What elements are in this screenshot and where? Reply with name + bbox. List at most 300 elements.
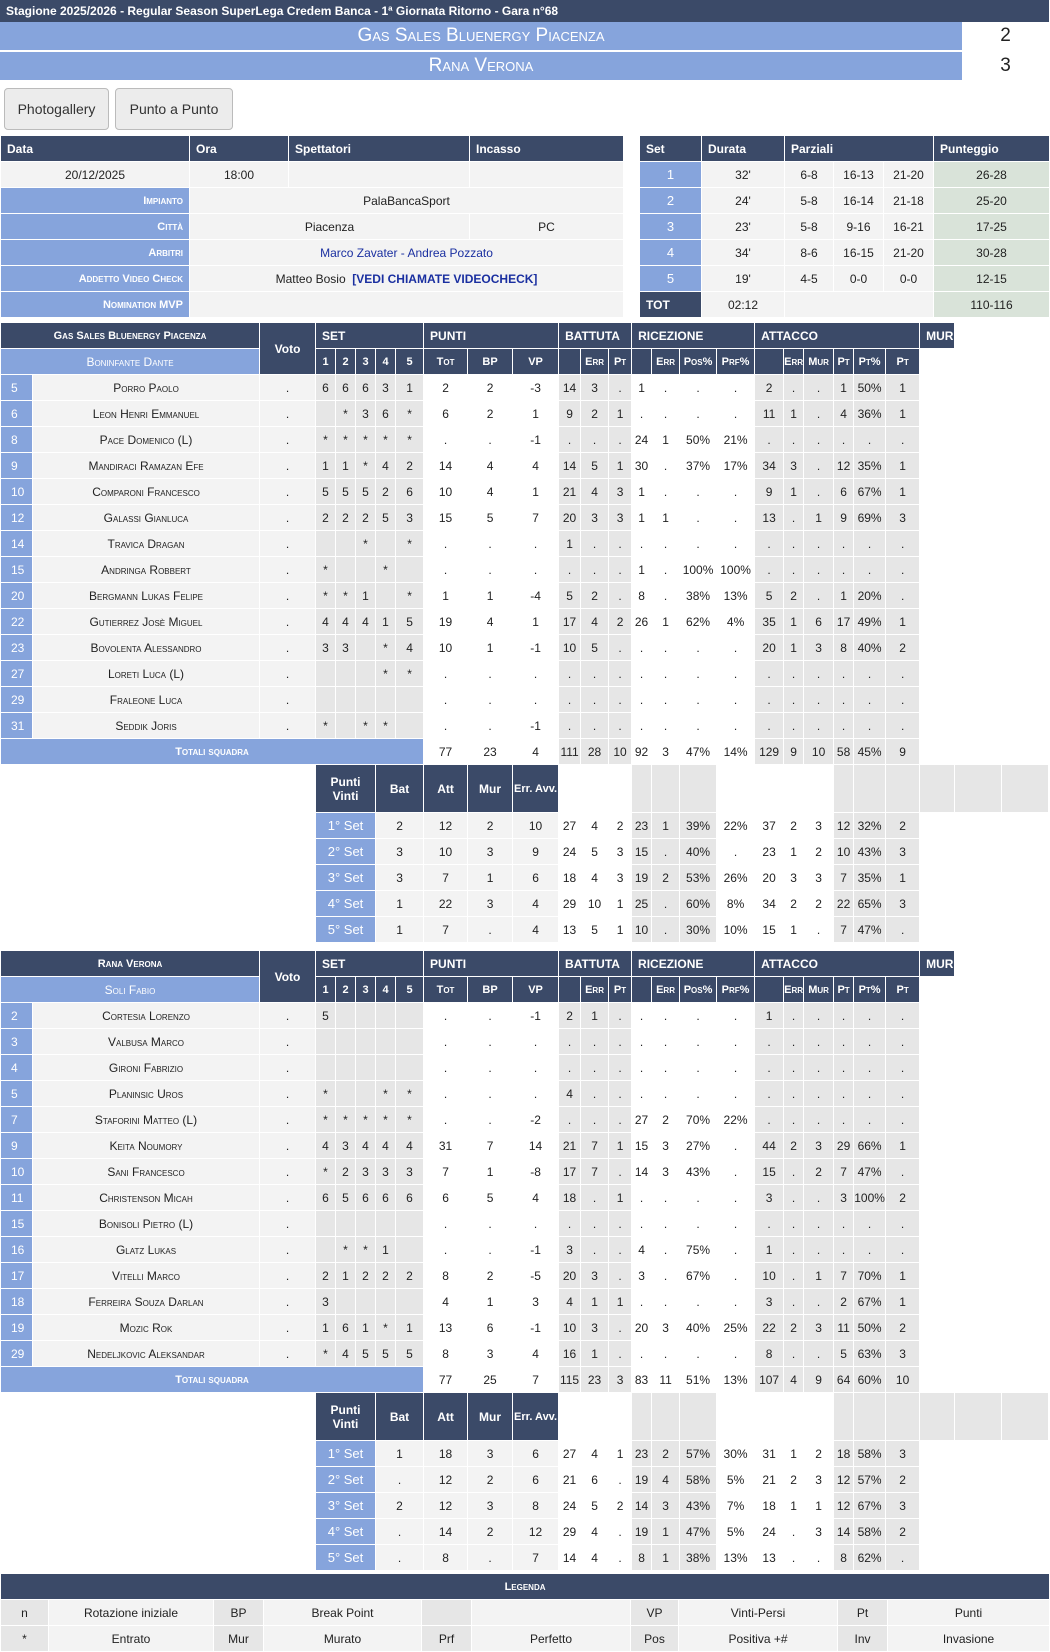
set-stat: 29 xyxy=(559,891,581,917)
set-stat: 2 xyxy=(784,1467,804,1493)
player-stat: 1 xyxy=(424,583,468,609)
arbitro-1-link[interactable]: Marco Zavater xyxy=(320,245,398,260)
player-stat: 3 xyxy=(336,1133,356,1159)
mvp-label: Nomination MVP xyxy=(1,292,190,318)
player-row[interactable] xyxy=(1,1237,1049,1263)
player-stat: 11 xyxy=(834,1315,854,1341)
player-row[interactable] xyxy=(1,401,1049,427)
player-stat: 2 xyxy=(834,1289,854,1315)
col-sub-header: Err xyxy=(784,977,804,1003)
player-stat: . xyxy=(468,687,513,713)
player-stat: . xyxy=(609,1341,632,1367)
away-team-score: 3 xyxy=(1000,55,1011,76)
player-stat: . xyxy=(559,1107,581,1133)
set-err-avv: 9 xyxy=(513,839,559,865)
set-stat: 58% xyxy=(854,1441,886,1467)
player-stat: . xyxy=(652,557,680,583)
video-check-label: Addetto Video Check xyxy=(1,266,190,292)
player-stat: . xyxy=(755,531,784,557)
set-stat: 1 xyxy=(652,813,680,839)
col-sub-header: Mur xyxy=(804,977,834,1003)
player-stat: . xyxy=(804,1055,834,1081)
player-stat: . xyxy=(886,687,920,713)
player-stat: . xyxy=(784,505,804,531)
arbitri-label: Arbitri xyxy=(1,240,190,266)
player-stat: . xyxy=(717,1133,755,1159)
set-stat: 23 xyxy=(632,1441,652,1467)
player-name: Vitelli Marco xyxy=(33,1263,260,1289)
set-bat: 2 xyxy=(376,1493,424,1519)
spacer xyxy=(1,891,316,917)
col-set: SET xyxy=(316,951,424,977)
player-stat: * xyxy=(316,557,336,583)
team1-table xyxy=(0,322,1049,943)
player-name: Porro Paolo xyxy=(33,375,260,401)
stat-blank xyxy=(955,1393,1002,1441)
player-stat: . xyxy=(784,713,804,739)
set-stat: 3 xyxy=(609,839,632,865)
player-stat: . xyxy=(804,1211,834,1237)
col-sub-header xyxy=(559,977,581,1003)
set-stat: 34 xyxy=(755,891,784,917)
set-stat: . xyxy=(652,917,680,943)
col-sub-header: 4 xyxy=(376,977,396,1003)
player-stat: 5 xyxy=(356,479,376,505)
player-stat: . xyxy=(886,427,920,453)
player-stat: 3 xyxy=(804,1315,834,1341)
player-stat: 7 xyxy=(581,1159,609,1185)
player-stat: 7 xyxy=(581,1133,609,1159)
set-stat: 2 xyxy=(652,1441,680,1467)
set-stats-row xyxy=(1,1493,1049,1519)
player-voto: . xyxy=(260,401,316,427)
player-number: 16 xyxy=(1,1237,33,1263)
video-check-name: Matteo Bosio xyxy=(275,271,346,286)
player-stat: -2 xyxy=(513,1107,559,1133)
set-stat: 5 xyxy=(581,917,609,943)
player-stat: . xyxy=(755,1081,784,1107)
total-value: 64 xyxy=(834,1367,854,1393)
player-row[interactable] xyxy=(1,453,1049,479)
player-stat: . xyxy=(652,635,680,661)
player-name: Christenson Micah xyxy=(33,1185,260,1211)
player-row[interactable] xyxy=(1,1341,1049,1367)
set-stat: 14 xyxy=(559,1545,581,1571)
player-stat: * xyxy=(376,661,396,687)
player-row[interactable] xyxy=(1,1315,1049,1341)
player-name: Bovolenta Alessandro xyxy=(33,635,260,661)
player-number: 20 xyxy=(1,583,33,609)
total-value: 14% xyxy=(717,739,755,765)
player-stat: . xyxy=(424,687,468,713)
col-sub-header xyxy=(755,977,784,1003)
set-stat: 30% xyxy=(717,1441,755,1467)
player-stat: 1 xyxy=(784,609,804,635)
player-row[interactable] xyxy=(1,687,1049,713)
provincia-value: PC xyxy=(470,214,624,240)
col-sub-header: Pt xyxy=(886,977,920,1003)
col-ricezione: RICEZIONE xyxy=(632,323,755,349)
player-row[interactable] xyxy=(1,505,1049,531)
player-stat: * xyxy=(316,1341,336,1367)
player-voto: . xyxy=(260,1133,316,1159)
set-stat: 8% xyxy=(717,891,755,917)
player-stat: 6 xyxy=(356,375,376,401)
player-stat: 100% xyxy=(854,1185,886,1211)
player-stat: 3 xyxy=(316,1289,336,1315)
player-stat xyxy=(356,1289,376,1315)
player-stat: -1 xyxy=(513,635,559,661)
player-number: 10 xyxy=(1,479,33,505)
player-stat: . xyxy=(609,375,632,401)
player-stat: 50% xyxy=(854,375,886,401)
stat-blank xyxy=(632,1393,652,1441)
player-stat: 6 xyxy=(376,1185,396,1211)
punto-a-punto-button[interactable]: Punto a Punto xyxy=(115,88,233,130)
set-stat: 21 xyxy=(559,1467,581,1493)
player-name: Travica Dragan xyxy=(33,531,260,557)
player-stat: . xyxy=(804,1107,834,1133)
total-value: 10 xyxy=(804,739,834,765)
set-bat: . xyxy=(376,1519,424,1545)
player-voto: . xyxy=(260,1289,316,1315)
set-row xyxy=(640,162,1050,188)
set-stat: 13 xyxy=(755,1545,784,1571)
player-stat: . xyxy=(424,1029,468,1055)
player-stat: . xyxy=(784,1107,804,1133)
player-stat: 4 xyxy=(513,453,559,479)
player-stat: . xyxy=(784,1003,804,1029)
player-name: Bonisoli Pietro (L) xyxy=(33,1211,260,1237)
spacer xyxy=(1,1393,316,1441)
player-stat xyxy=(376,1003,396,1029)
player-stat: * xyxy=(396,531,424,557)
total-value: 10 xyxy=(609,739,632,765)
col-punti: PUNTI xyxy=(424,323,559,349)
total-value: 58 xyxy=(834,739,854,765)
set-label: 5° Set xyxy=(316,917,376,943)
set-mur: 2 xyxy=(468,1467,513,1493)
player-stat: . xyxy=(804,713,834,739)
col-durata: Durata xyxy=(702,136,785,162)
player-stat: . xyxy=(652,375,680,401)
partial-8: 6-8 xyxy=(785,162,834,188)
player-stat: 15 xyxy=(755,1159,784,1185)
player-stat: 22 xyxy=(755,1315,784,1341)
player-row[interactable] xyxy=(1,1211,1049,1237)
player-stat: . xyxy=(609,1211,632,1237)
player-row[interactable] xyxy=(1,1029,1049,1055)
player-stat: . xyxy=(468,1107,513,1133)
player-row[interactable] xyxy=(1,1159,1049,1185)
col-sub-header: Pt% xyxy=(854,349,886,375)
player-stat: 4 xyxy=(316,1133,336,1159)
player-stat: . xyxy=(424,531,468,557)
player-stat: . xyxy=(717,687,755,713)
col-spettatori: Spettatori xyxy=(289,136,470,162)
match-date: 20/12/2025 xyxy=(1,162,190,188)
player-stat: * xyxy=(376,635,396,661)
player-stat: 4 xyxy=(376,453,396,479)
player-row[interactable] xyxy=(1,713,1049,739)
player-name: Nedeljkovic Aleksandar xyxy=(33,1341,260,1367)
player-stat: 3 xyxy=(376,1159,396,1185)
player-stat: . xyxy=(652,713,680,739)
player-stat: . xyxy=(581,1237,609,1263)
player-number: 3 xyxy=(1,1029,33,1055)
player-stat: 1 xyxy=(804,505,834,531)
player-stat: 20 xyxy=(755,635,784,661)
total-value: 23 xyxy=(468,739,513,765)
partial-21: 0-0 xyxy=(884,266,934,292)
set-label: 3° Set xyxy=(316,1493,376,1519)
player-stat: . xyxy=(609,1159,632,1185)
player-stat: 3 xyxy=(609,505,632,531)
player-stat: 4 xyxy=(356,609,376,635)
player-stat: 6 xyxy=(396,1185,424,1211)
player-stat: 30 xyxy=(632,453,652,479)
player-stat: . xyxy=(652,401,680,427)
player-voto: . xyxy=(260,375,316,401)
player-stat: . xyxy=(834,687,854,713)
player-stat xyxy=(336,713,356,739)
col-set: SET xyxy=(316,323,424,349)
player-stat: 4 xyxy=(559,1081,581,1107)
set-stat: 7 xyxy=(834,917,854,943)
player-stat xyxy=(356,1003,376,1029)
player-row[interactable] xyxy=(1,557,1049,583)
player-stat: 1 xyxy=(784,479,804,505)
legend-abbr: * xyxy=(1,1626,49,1652)
player-stat: . xyxy=(784,531,804,557)
col-sub-header: Tot xyxy=(424,349,468,375)
player-stat: . xyxy=(513,557,559,583)
arbitro-2-link[interactable]: Andrea Pozzato xyxy=(407,245,493,260)
player-row[interactable] xyxy=(1,531,1049,557)
player-row[interactable] xyxy=(1,661,1049,687)
player-stat: * xyxy=(356,1107,376,1133)
player-row[interactable] xyxy=(1,427,1049,453)
player-stat: 4 xyxy=(356,1133,376,1159)
player-stat: 17 xyxy=(559,1159,581,1185)
player-stat: 1 xyxy=(609,1133,632,1159)
player-row[interactable] xyxy=(1,479,1049,505)
player-stat: * xyxy=(396,427,424,453)
set-stat: 43% xyxy=(854,839,886,865)
player-stat: . xyxy=(559,713,581,739)
partial-8: 5-8 xyxy=(785,214,834,240)
player-name: Leon Henri Emmanuel xyxy=(33,401,260,427)
player-row[interactable] xyxy=(1,1263,1049,1289)
player-stat: . xyxy=(609,635,632,661)
stat-blank xyxy=(886,1393,920,1441)
player-stat: . xyxy=(784,375,804,401)
player-row[interactable] xyxy=(1,1055,1049,1081)
player-stat: . xyxy=(834,1029,854,1055)
player-row[interactable] xyxy=(1,1185,1049,1211)
player-stat: 15 xyxy=(424,505,468,531)
player-stat: 4 xyxy=(396,1133,424,1159)
player-stat: 5 xyxy=(581,635,609,661)
tot-blank xyxy=(785,292,934,318)
total-value: 47% xyxy=(680,739,717,765)
player-row[interactable] xyxy=(1,583,1049,609)
photogallery-button[interactable]: Photogallery xyxy=(4,88,109,130)
set-stat: 2 xyxy=(784,813,804,839)
player-number: 14 xyxy=(1,531,33,557)
player-stat: . xyxy=(680,401,717,427)
player-stat: 4 xyxy=(559,1289,581,1315)
player-name: Fraleone Luca xyxy=(33,687,260,713)
team-row-away xyxy=(0,52,1049,80)
player-stat: . xyxy=(513,1211,559,1237)
player-number: 8 xyxy=(1,427,33,453)
set-stat: 2 xyxy=(886,813,920,839)
stat-blank xyxy=(652,1393,680,1441)
set-stat: 3 xyxy=(609,865,632,891)
player-row[interactable] xyxy=(1,1289,1049,1315)
player-stat: . xyxy=(652,661,680,687)
player-row[interactable] xyxy=(1,1107,1049,1133)
player-stat xyxy=(396,557,424,583)
player-stat: 21 xyxy=(559,479,581,505)
set-stat: 5 xyxy=(581,1493,609,1519)
set-stat: 37 xyxy=(755,813,784,839)
player-stat xyxy=(356,1029,376,1055)
player-stat: 7 xyxy=(834,1159,854,1185)
stat-blank xyxy=(755,1393,784,1441)
player-stat: 5 xyxy=(468,1185,513,1211)
player-stat: 4 xyxy=(468,609,513,635)
player-stat: . xyxy=(886,1159,920,1185)
videocheck-link[interactable]: [VEDI CHIAMATE VIDEOCHECK] xyxy=(352,271,538,286)
player-stat: 1 xyxy=(886,1263,920,1289)
player-row[interactable] xyxy=(1,609,1049,635)
player-stat: 20 xyxy=(559,1263,581,1289)
player-stat: . xyxy=(834,557,854,583)
player-name: Glatz Lukas xyxy=(33,1237,260,1263)
set-stat: 57% xyxy=(680,1441,717,1467)
player-stat: 4 xyxy=(468,453,513,479)
player-stat: 2 xyxy=(336,505,356,531)
player-stat: 49% xyxy=(854,609,886,635)
set-stat: 47% xyxy=(854,917,886,943)
player-stat: 26 xyxy=(632,609,652,635)
player-stat: * xyxy=(356,427,376,453)
legend-abbr xyxy=(422,1600,472,1626)
team-totals-row xyxy=(1,1367,1049,1393)
player-stat: 2 xyxy=(755,375,784,401)
set-stat: 1 xyxy=(609,917,632,943)
player-stat: . xyxy=(581,1211,609,1237)
spacer xyxy=(1,839,316,865)
player-stat: . xyxy=(886,1055,920,1081)
set-row xyxy=(640,240,1050,266)
player-stat: . xyxy=(804,1289,834,1315)
player-stat: . xyxy=(652,687,680,713)
stat-blank xyxy=(559,765,581,813)
spacer xyxy=(1,1519,316,1545)
set-bat: . xyxy=(376,1545,424,1571)
player-row[interactable] xyxy=(1,375,1049,401)
player-stat: 1 xyxy=(632,375,652,401)
col-sub-header: 3 xyxy=(356,349,376,375)
player-stat: 3 xyxy=(652,1133,680,1159)
player-stat: . xyxy=(680,375,717,401)
player-row[interactable] xyxy=(1,635,1049,661)
player-row[interactable] xyxy=(1,1081,1049,1107)
player-stat: . xyxy=(652,1055,680,1081)
player-stat: 3 xyxy=(755,1185,784,1211)
col-att: Att xyxy=(424,765,468,813)
player-stat: 2 xyxy=(316,1263,336,1289)
player-number: 31 xyxy=(1,713,33,739)
player-stat: . xyxy=(468,1003,513,1029)
set-stat: 4 xyxy=(581,865,609,891)
tot-score: 110-116 xyxy=(934,292,1050,318)
set-stat: 14 xyxy=(834,1519,854,1545)
player-stat: 16 xyxy=(559,1341,581,1367)
stat-blank xyxy=(920,1393,955,1441)
player-stat: . xyxy=(834,427,854,453)
set-stat: 40% xyxy=(680,839,717,865)
col-bat: Bat xyxy=(376,1393,424,1441)
player-stat: * xyxy=(336,583,356,609)
team-name: Gas Sales Bluenergy Piacenza xyxy=(1,323,260,349)
legend-title: Legenda xyxy=(1,1574,1050,1600)
set-mur: 2 xyxy=(468,813,513,839)
set-row xyxy=(640,214,1050,240)
player-stat: . xyxy=(680,1341,717,1367)
player-row[interactable] xyxy=(1,1003,1049,1029)
player-stat: . xyxy=(424,1003,468,1029)
player-stat: . xyxy=(680,687,717,713)
player-stat: * xyxy=(396,661,424,687)
player-stat: 1 xyxy=(559,531,581,557)
player-stat: . xyxy=(755,1107,784,1133)
set-stat: 14 xyxy=(632,1493,652,1519)
player-stat: * xyxy=(356,713,376,739)
set-stat: 27 xyxy=(559,813,581,839)
player-stat: 4 xyxy=(468,479,513,505)
player-stat: 4 xyxy=(513,1341,559,1367)
player-stat: . xyxy=(804,427,834,453)
partial-21: 21-18 xyxy=(884,188,934,214)
player-stat: 8 xyxy=(834,635,854,661)
player-stat: 1 xyxy=(886,401,920,427)
player-stat: . xyxy=(804,479,834,505)
stat-blank xyxy=(652,765,680,813)
player-stat: 7 xyxy=(424,1159,468,1185)
player-stat: 1 xyxy=(513,401,559,427)
player-stat xyxy=(396,1289,424,1315)
player-stat: 1 xyxy=(632,479,652,505)
player-stat: . xyxy=(632,635,652,661)
set-stat: 2 xyxy=(609,1493,632,1519)
set-stat: 67% xyxy=(854,1493,886,1519)
legend-row xyxy=(1,1600,1050,1626)
player-stat: . xyxy=(886,713,920,739)
player-stat: 44 xyxy=(755,1133,784,1159)
spacer xyxy=(1,1493,316,1519)
player-stat: . xyxy=(717,401,755,427)
stat-blank xyxy=(559,1393,581,1441)
player-stat: 2 xyxy=(396,1263,424,1289)
player-voto: . xyxy=(260,531,316,557)
player-stat: . xyxy=(834,1055,854,1081)
col-set: Set xyxy=(640,136,702,162)
player-row[interactable] xyxy=(1,1133,1049,1159)
